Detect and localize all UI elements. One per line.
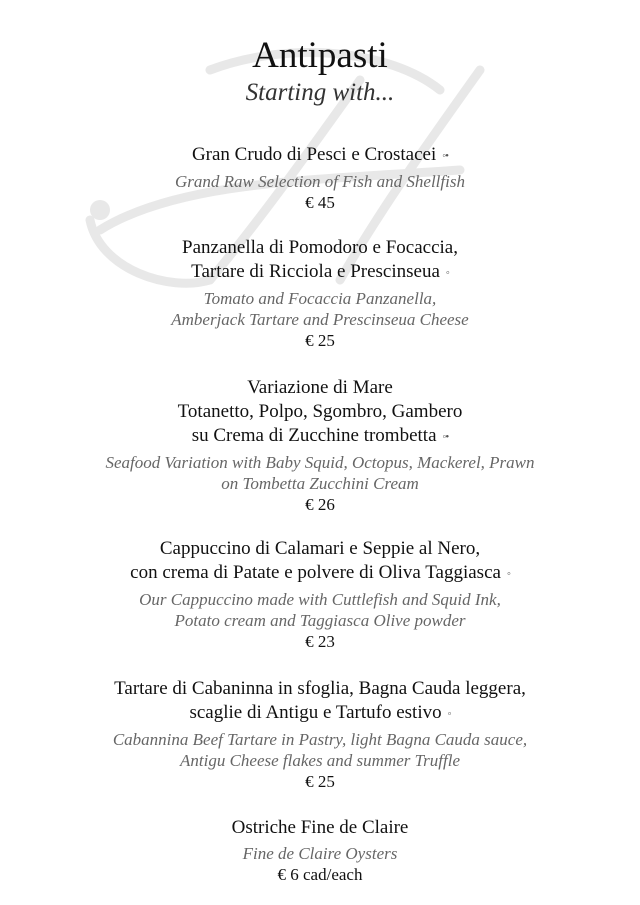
- menu-item: [0, 677, 640, 792]
- dish-price: € 26: [305, 494, 335, 514]
- menu-item: [0, 816, 640, 885]
- dish-english-name: Grand Raw Selection of Fish and Shellfish: [175, 171, 465, 191]
- page-title: Antipasti: [252, 35, 388, 76]
- page-subtitle: Starting with...: [245, 79, 395, 106]
- dish-marker-icon: ◦: [447, 707, 451, 720]
- dish-english-name: Our Cappuccino made with Cuttlefish and Squid Ink, Potato cream and Taggiasca Olive powder: [139, 589, 501, 630]
- dish-marker-icon: ◦•: [442, 430, 449, 443]
- dish-price: € 25: [305, 771, 335, 791]
- dish-english-name: Tomato and Focaccia Panzanella, Amberjack Tartare and Prescinseua Cheese: [171, 288, 469, 329]
- menu-item: [0, 143, 640, 213]
- dish-marker-icon: ◦: [445, 266, 449, 279]
- menu-item: [0, 537, 640, 652]
- dish-marker-icon: ◦: [506, 567, 510, 580]
- dish-english-name: Cabannina Beef Tartare in Pastry, light Bagna Cauda sauce, Antigu Cheese flakes and summer Truffle: [112, 729, 528, 770]
- dish-price: € 6 cad/each: [277, 865, 363, 884]
- dish-italian-name: Ostriche Fine de Claire: [231, 817, 409, 838]
- dish-italian-name: Gran Crudo di Pesci e Crostacei ◦•: [191, 144, 449, 165]
- dish-italian-name: Tartare di Cabaninna in sfoglia, Bagna Cauda leggera, scaglie di Antigu e Tartufo estivo ◦: [114, 678, 526, 723]
- dish-english-name: Seafood Variation with Baby Squid, Octopus, Mackerel, Prawn on Tombetta Zucchini Cream: [105, 452, 535, 493]
- dish-english-name: Fine de Claire Oysters: [242, 844, 398, 863]
- menu-item: [0, 236, 640, 351]
- dish-italian-name: Variazione di Mare Totanetto, Polpo, Sgombro, Gambero su Crema di Zucchine trombetta ◦•: [177, 377, 463, 446]
- dish-marker-icon: ◦•: [442, 149, 449, 162]
- dish-price: € 45: [305, 192, 335, 212]
- dish-price: € 23: [305, 631, 335, 651]
- menu-item: [0, 376, 640, 515]
- dish-italian-name: Panzanella di Pomodoro e Focaccia, Tartare di Ricciola e Prescinseua ◦: [182, 237, 458, 282]
- dish-price: € 25: [305, 330, 335, 350]
- dish-italian-name: Cappuccino di Calamari e Seppie al Nero, con crema di Patate e polvere di Oliva Taggiasca ◦: [130, 538, 510, 583]
